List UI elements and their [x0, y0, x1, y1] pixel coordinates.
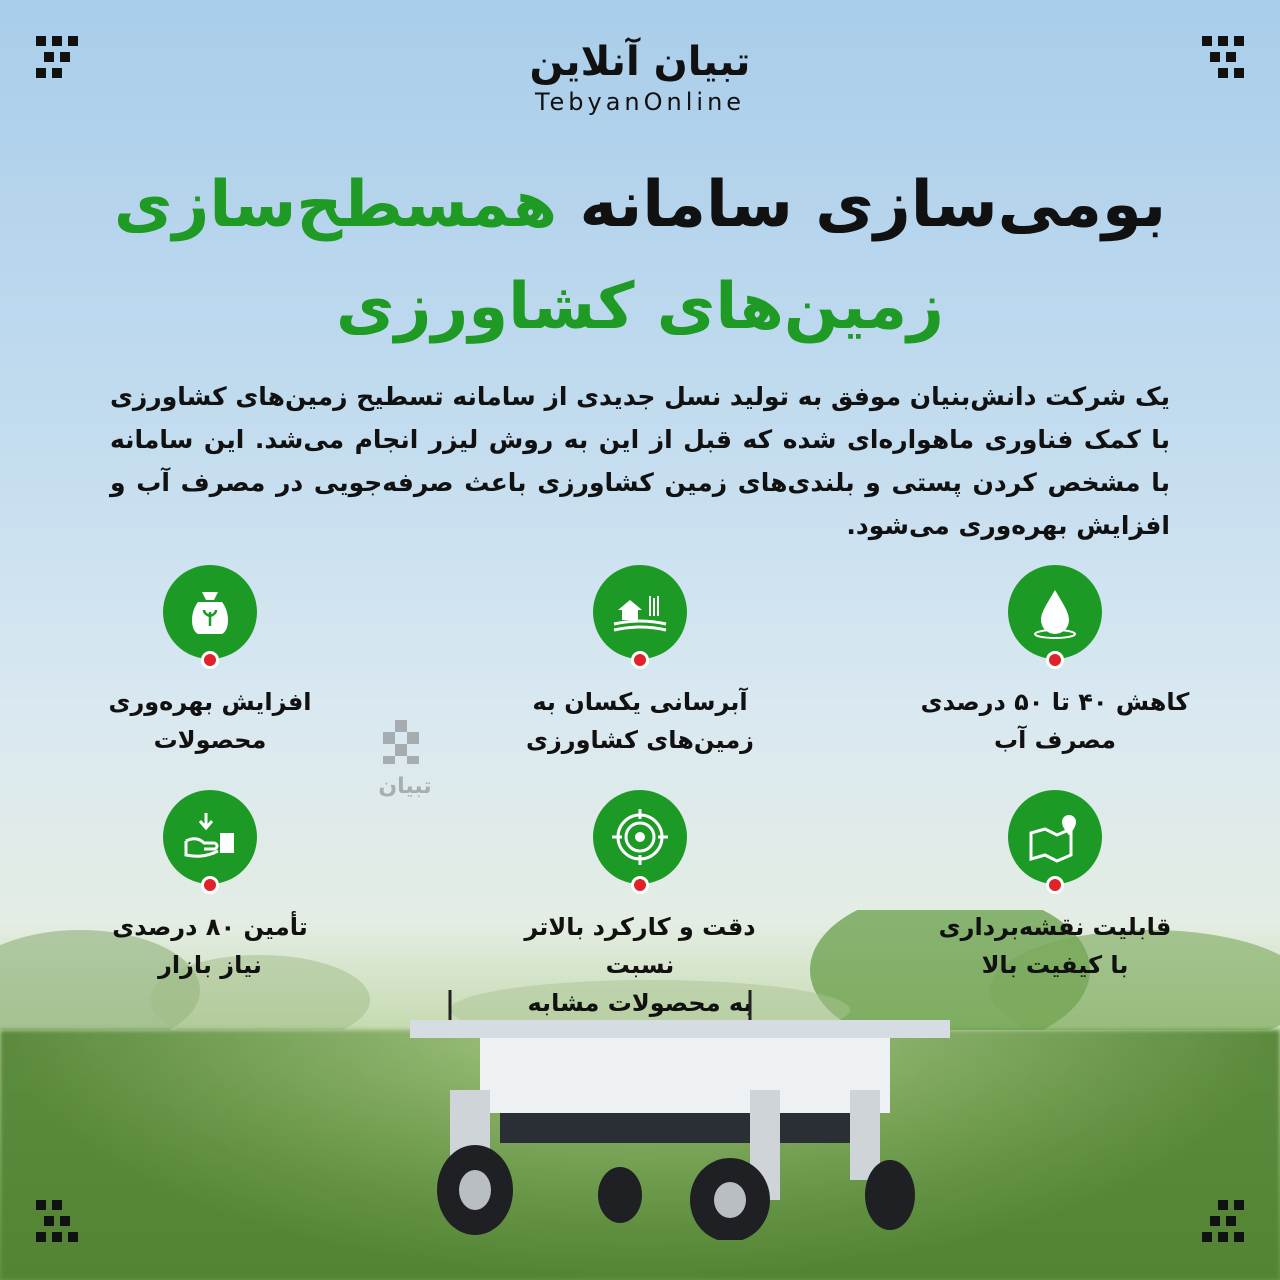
feature-label: قابلیت نقشه‌برداری با کیفیت بالا	[938, 913, 1172, 979]
feature-market-supply	[60, 790, 360, 984]
feature-uniform-irrigation	[490, 565, 790, 759]
feature-label: افزایش بهره‌وری محصولات	[108, 688, 312, 754]
feature-label: کاهش ۴۰ تا ۵۰ درصدی مصرف آب	[920, 688, 1190, 754]
title-part-green: همسطح‌سازی	[113, 168, 558, 242]
page-title-line1	[60, 160, 1220, 250]
feature-label: دقت و کارکرد بالاتر نسبت به محصولات مشابه	[524, 913, 756, 1017]
feature-label: آبرسانی یکسان به زمین‌های کشاورزی	[525, 688, 754, 754]
feature-label: تأمین ۸۰ درصدی نیاز بازار	[112, 913, 308, 979]
red-dot	[631, 876, 649, 894]
map-pin-icon	[1008, 790, 1102, 884]
title-part-black: بومی‌سازی سامانه	[579, 168, 1167, 242]
brand-name-en: TebyanOnline	[534, 88, 746, 116]
feature-mapping	[905, 790, 1205, 984]
corner-ornament-bottom-right	[1200, 1200, 1244, 1244]
hand-receive-icon	[163, 790, 257, 884]
page-title-line2: زمین‌های کشاورزی	[335, 270, 945, 344]
target-icon	[593, 790, 687, 884]
red-dot	[201, 651, 219, 669]
red-dot	[1046, 651, 1064, 669]
water-drop-icon	[1008, 565, 1102, 659]
red-dot	[201, 876, 219, 894]
brand-name-fa: تبیان آنلاین	[529, 39, 751, 85]
grain-sack-icon	[163, 565, 257, 659]
brand-logo	[0, 38, 1280, 116]
tebyan-watermark: تبیان	[370, 720, 440, 799]
red-dot	[1046, 876, 1064, 894]
corner-ornament-bottom-left	[36, 1200, 80, 1244]
field-robot-image	[410, 990, 950, 1240]
description-paragraph: یک شرکت دانش‌بنیان موفق به تولید نسل جدیدی از سامانه تسطیح زمین‌های کشاورزی با کمک فناوری ماهواره‌ای شده که قبل از این به روش لیزر انجام می‌شد. این سامانه با مشخص کردن پستی و بلندی‌های زمین کشاورزی باعث صرفه‌جویی در مصرف آب و افزایش بهره‌وری می‌شود.	[110, 382, 1170, 540]
feature-accuracy	[490, 790, 790, 1022]
feature-productivity	[60, 565, 360, 759]
farm-field-icon	[593, 565, 687, 659]
red-dot	[631, 651, 649, 669]
feature-water-reduction	[905, 565, 1205, 759]
